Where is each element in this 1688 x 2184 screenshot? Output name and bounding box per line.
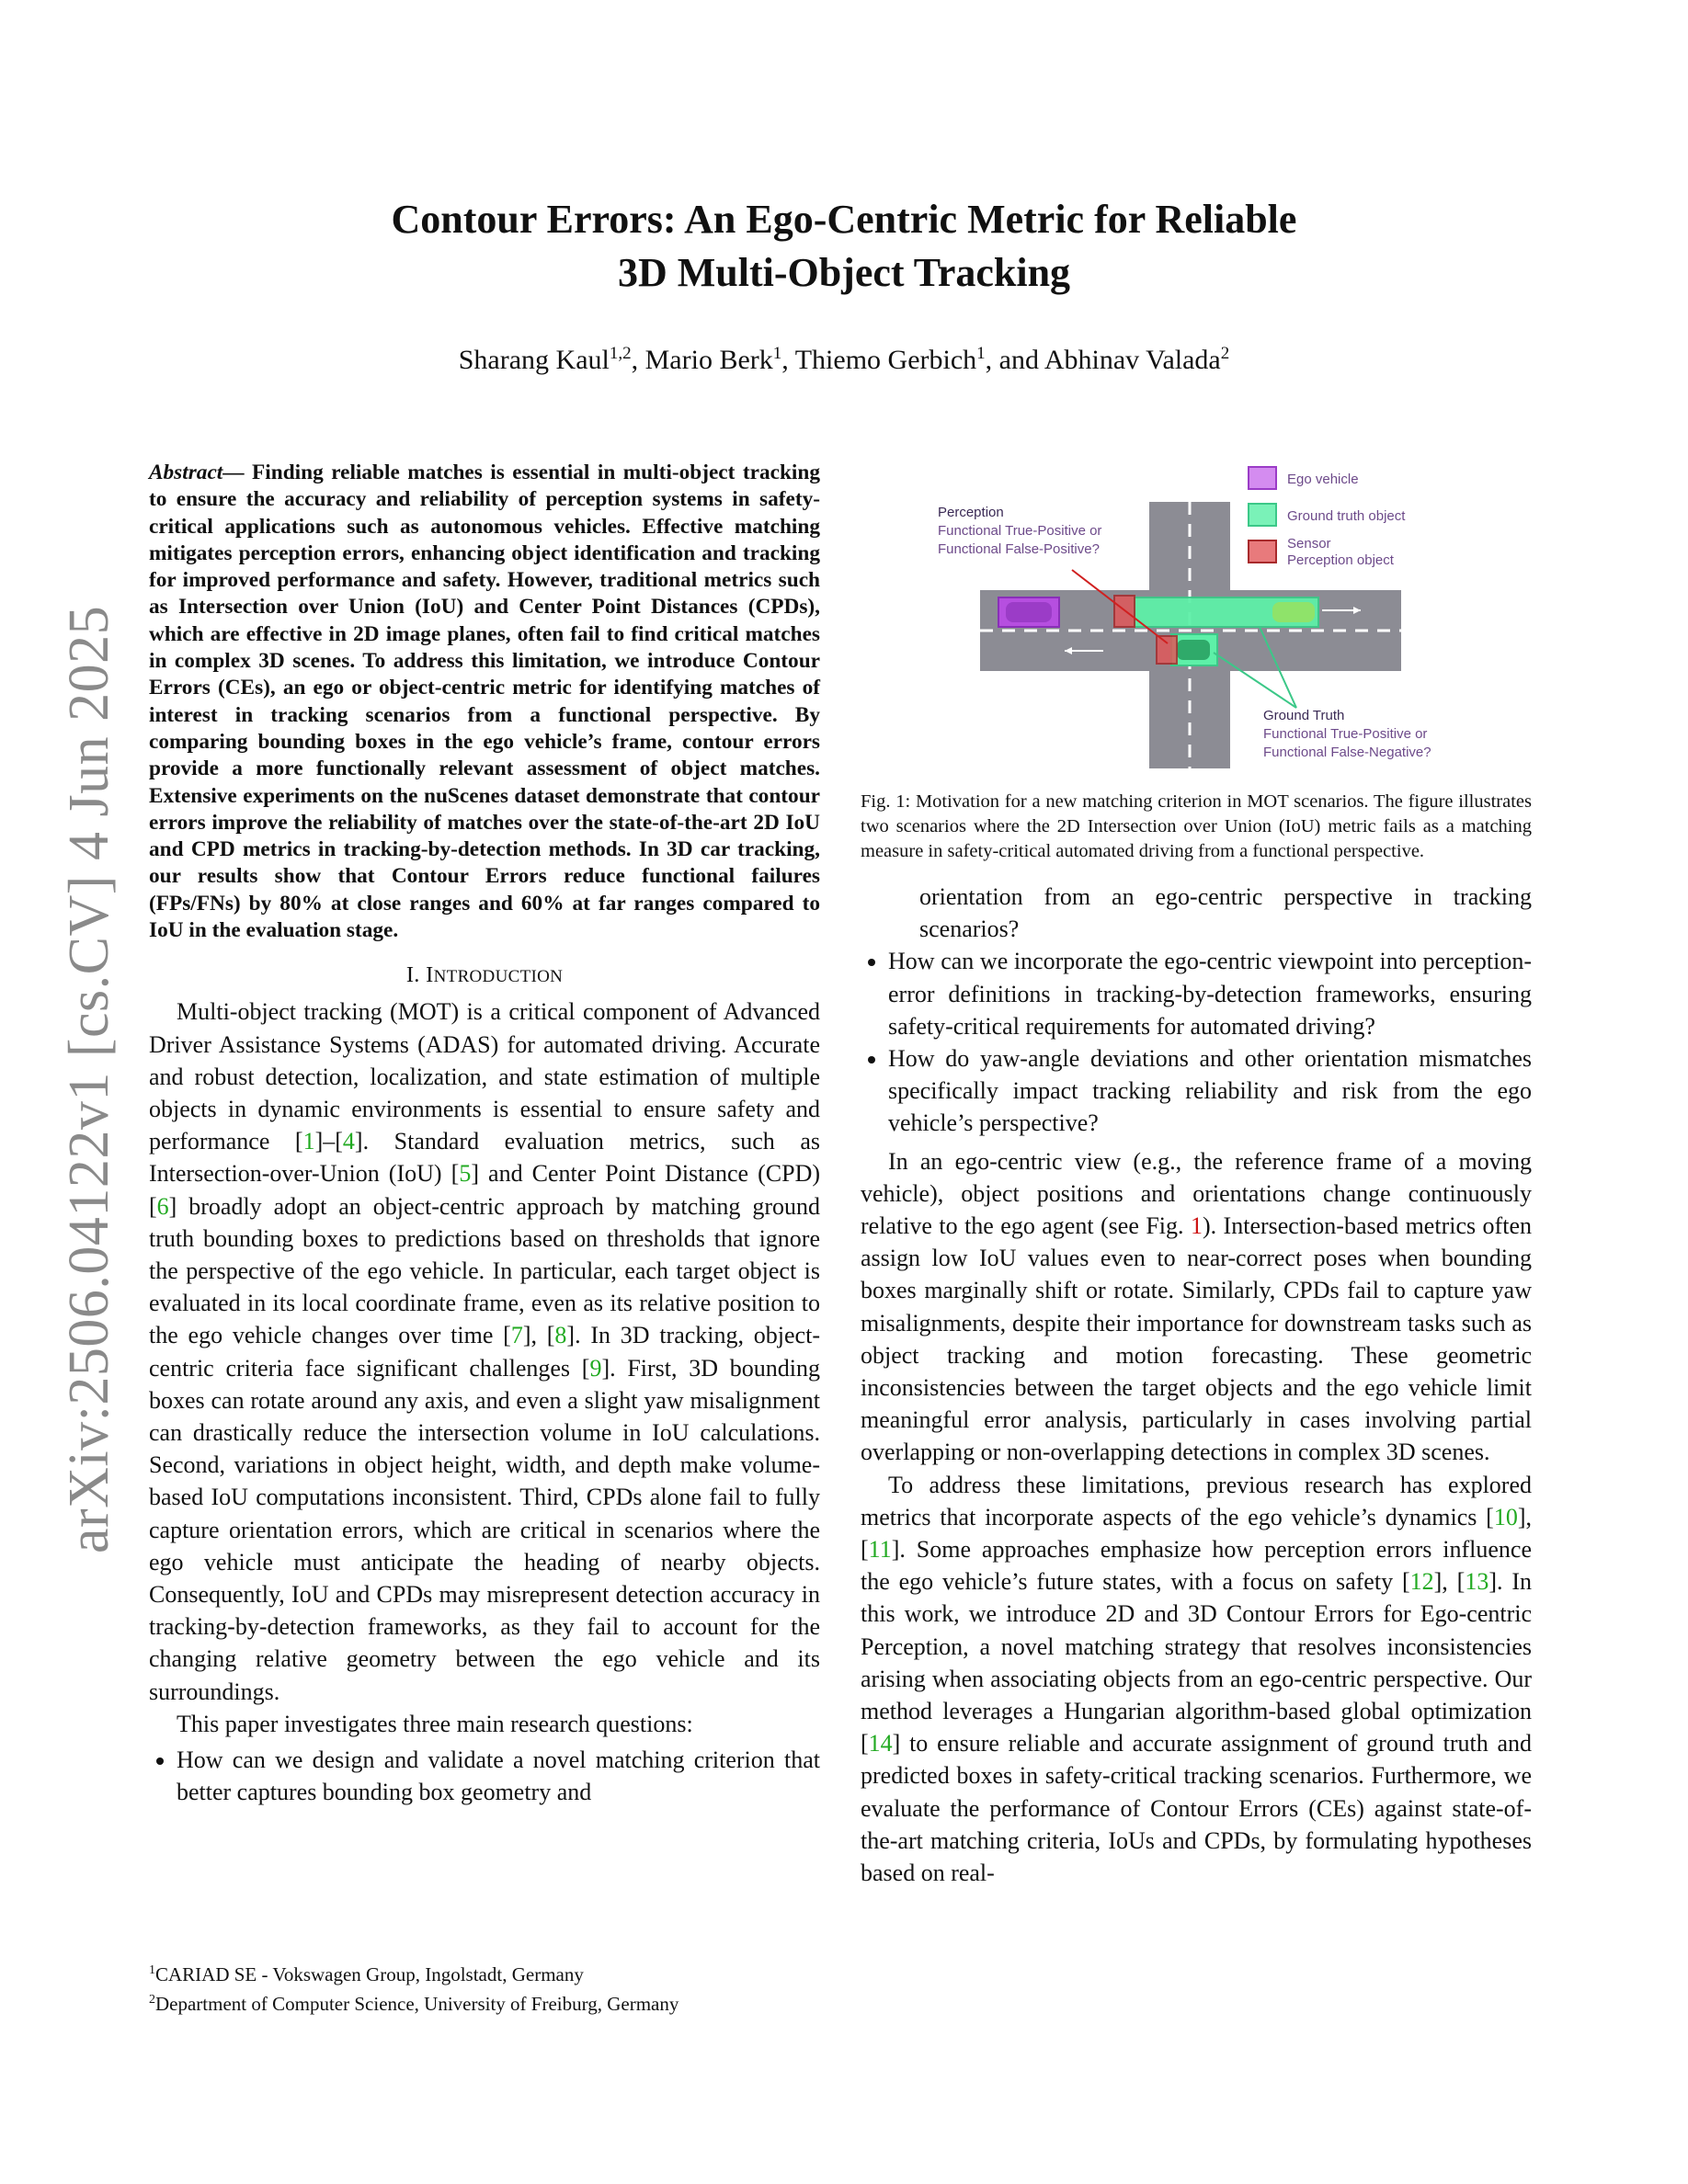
citation-link[interactable]: 7 (510, 1322, 523, 1349)
legend-ego-label: Ego vehicle (1287, 472, 1359, 487)
citation-link[interactable]: 10 (1493, 1503, 1518, 1530)
citation-link[interactable]: 11 (868, 1536, 892, 1564)
citation-link[interactable]: 14 (868, 1730, 893, 1757)
abstract-label: Abstract (149, 461, 223, 484)
title-line-1: Contour Errors: An Ego-Centric Metric for Reliable (391, 197, 1297, 242)
arxiv-stamp: arXiv:2506.04122v1 [cs.CV] 4 Jun 2025 (58, 605, 120, 1553)
legend-gt-label: Ground truth object (1287, 508, 1406, 524)
author-list: Sharang Kaul$^{1,2}$, Mario Berk$^1$, Thiemo Gerbich$^1$, and Abhinav Valada$^2$ (458, 344, 1230, 375)
legend-sensor-swatch (1249, 540, 1276, 563)
author-name: Thiemo Gerbich (794, 345, 977, 375)
abstract-text: Finding reliable matches is essential in multi-object tracking to ensure the accuracy and reliability of perception systems in safety-critical applications such as autonomous vehicles. Effective matching mitigates perception errors, enhancing object identification and tracking for improved performance and safety. However, traditional metrics such as Intersection over Union (IoU) and Center Point Distances (CPDs), which are effective in 2D image planes, often fail to find critical matches in complex 3D scenes. To address this limitation, we introduce Contour Errors (CEs), an ego or object-centric metric for identifying matches of interest in tracking scenarios from a functional perspective. By comparing bounding boxes in the ego vehicle’s frame, contour errors provide a more functionally relevant assessment of object matches. Extensive experiments on the nuScenes dataset demonstrate that contour errors improve the reliability of matches over the state-of-the-art 2D IoU and CPD metrics in tracking-by-detection methods. In 3D car tracking, our results show that Contour Errors reduce functional failures (FPs/FNs) by 80% at close ranges and 60% at far ranges compared to IoU in the evaluation stage. (149, 461, 820, 943)
figure-1-caption: Fig. 1: Motivation for a new matching criterion in MOT scenarios. The figure illustrates two scenarios where the 2D Intersection over Union (IoU) metric fails as a matching measure in safety-critical automated driving from a functional perspective. (861, 791, 1532, 861)
citation-link[interactable]: 13 (1465, 1568, 1489, 1596)
author-name: Sharang Kaul (458, 345, 610, 375)
section-initial: I (426, 962, 434, 988)
footnote-2: $^2$Department of Computer Science, University of Freiburg, Germany (149, 1993, 679, 2015)
perception-title: Perception (938, 505, 1004, 520)
citation-link[interactable]: 9 (589, 1354, 602, 1382)
research-question-1: • How can we design and validate a novel matching criterion that better captures bounding box geometry and (177, 1744, 820, 1808)
author-affiliation: 2 (1220, 344, 1230, 363)
citation-link[interactable]: 8 (554, 1322, 567, 1349)
citation-link[interactable]: 12 (1409, 1568, 1434, 1596)
legend-ego-swatch (1249, 467, 1276, 489)
section-number: I. (405, 962, 420, 988)
figure-1-diagram (864, 460, 1526, 772)
gt-title: Ground Truth (1263, 708, 1345, 723)
gt-small-car-body (1177, 640, 1210, 660)
citation-link[interactable]: 5 (459, 1160, 472, 1188)
author-affiliation: 1,2 (609, 344, 632, 363)
section-rest: NTRODUCTION (433, 967, 564, 987)
gt-line-2: Functional False-Negative? (1263, 745, 1431, 760)
citation-link[interactable]: 1 (302, 1128, 315, 1155)
footnote-1: $^1$CARIAD SE - Vokswagen Group, Ingolstadt, Germany (149, 1963, 584, 1985)
gt-line-1: Functional True-Positive or (1263, 726, 1428, 742)
footnotes (149, 1958, 820, 2017)
perception-line-1: Functional True-Positive or (938, 523, 1102, 539)
author-affiliation: 1 (772, 344, 782, 363)
research-questions-right (861, 945, 1532, 1139)
intro-paragraph-3: In an ego-centric view (e.g., the reference frame of a moving vehicle), object positions and orientations change continuously relative to the ego agent (see Fig. 1). Intersection-based metrics often assign low IoU values even to near-correct poses when bounding boxes marginally shift or rotate. Similarly, CPDs fail to capture yaw misalignments, despite their importance for downstream tasks such as object tracking and motion forecasting. These geometric inconsistencies between the target objects and the ego vehicle limit meaningful error analysis, particularly in cases involving partial overlapping or non-overlapping detections in complex 3D scenes. (861, 1147, 1532, 1466)
section-heading-introduction (149, 962, 820, 988)
left-column (149, 460, 820, 1808)
gt-car-body (1272, 602, 1315, 622)
paper-title (276, 193, 1412, 300)
legend-sensor-label-1: Sensor (1287, 536, 1331, 552)
author-name: Mario Berk (644, 345, 773, 375)
author-name: Abhinav Valada (1044, 345, 1221, 375)
legend-gt-swatch (1249, 504, 1276, 526)
right-column (861, 460, 1532, 1889)
intro-paragraph-2: This paper investigates three main research questions: (177, 1710, 693, 1737)
ego-car-body (1006, 602, 1052, 622)
author-affiliation: 1 (976, 344, 986, 363)
research-question-3: • How do yaw-angle deviations and other orientation mismatches specifically impact tracking reliability and risk from the ego vehicle’s perspective? (888, 1042, 1532, 1140)
research-question-1-continued: orientation from an ego-centric perspective in tracking scenarios? (919, 883, 1532, 943)
research-questions-left (149, 1744, 820, 1808)
citation-link[interactable]: 4 (342, 1128, 355, 1155)
figure-ref-link[interactable]: 1 (1190, 1212, 1203, 1240)
legend-sensor-label-2: Perception object (1287, 552, 1394, 568)
title-line-2: 3D Multi-Object Tracking (617, 250, 1071, 295)
citation-link[interactable]: 6 (156, 1192, 169, 1220)
research-question-2: • How can we incorporate the ego-centric viewpoint into perception-error definitions in tracking-by-detection frameworks, ensuring safety-critical requirements for automated driving? (888, 945, 1532, 1042)
sensor-box-2 (1157, 636, 1177, 664)
perception-line-2: Functional False-Positive? (938, 541, 1100, 557)
intro-paragraph-4: To address these limitations, previous research has explored metrics that incorporate aspects of the ego vehicle’s dynamics [10], [11]. Some approaches emphasize how perception errors influence the ego vehicle’s future states, with a focus on safety [12], [13]. In this work, we introduce 2D and 3D Contour Errors for Ego-centric Perception, a novel matching strategy that resolves inconsistencies arising when associating objects from an ego-centric perspective. Our method leverages a Hungarian algorithm-based global optimization [14] to ensure reliable and accurate assignment of ground truth and predicted boxes in safety-critical tracking scenarios. Furthermore, we evaluate the performance of Contour Errors (CEs) against state-of-the-art matching criteria, IoUs and CPDs, by formulating hypotheses based on real- (861, 1471, 1533, 1887)
intro-paragraph-1: Multi-object tracking (MOT) is a critical component of Advanced Driver Assistance Systems (ADAS) for automated driving. Accurate and robust detection, localization, and state estimation of multiple objects in dynamic environments is essential to ensure safety and performance [1]–[4]. Standard evaluation metrics, such as Intersection-over-Union (IoU) [5] and Center Point Distance (CPD) [6] broadly adopt an object-centric approach by matching ground truth bounding boxes to predictions based on thresholds that ignore the perspective of the ego vehicle. In particular, each target object is evaluated in its local coordinate frame, even as its relative position to the ego vehicle changes over time [7], [8]. In 3D tracking, object-centric criteria face significant challenges [9]. First, 3D bounding boxes can rotate around any axis, and even a slight yaw misalignment can drastically reduce the intersection volume in IoU calculations. Second, variations in object height, width, and depth make volume-based IoU computations inconsistent. Third, CPDs alone fail to fully capture orientation errors, which are critical in scenarios where the ego vehicle must anticipate the heading of nearby objects. Consequently, IoU and CPDs may misrepresent detection accuracy in tracking-by-detection frameworks, as they fail to account for the changing relative geometry between the ego vehicle and its surroundings. (149, 998, 821, 1705)
abstract: Abstract— Finding reliable matches is essential in multi-object tracking to ensure the accuracy and reliability of perception systems in safety-critical applications such as autonomous vehicles. Effective matching mitigates perception errors, enhancing object identification and tracking for improved performance and safety. However, traditional metrics such as Intersection over Union (IoU) and Center Point Distances (CPDs), which are effective in 2D image planes, often fail to find critical matches in complex 3D scenes. To address this limitation, we introduce Contour Errors (CEs), an ego or object-centric metric for identifying matches of interest in tracking scenarios from a functional perspective. By comparing bounding boxes in the ego vehicle’s frame, contour errors provide a more functionally relevant assessment of object matches. Extensive experiments on the nuScenes dataset demonstrate that contour errors improve the reliability of matches over the state-of-the-art 2D IoU and CPD metrics in tracking-by-detection methods. In 3D car tracking, our results show that Contour Errors reduce functional failures (FPs/FNs) by 80% at close ranges and 60% at far ranges compared to IoU in the evaluation stage. (149, 461, 820, 943)
